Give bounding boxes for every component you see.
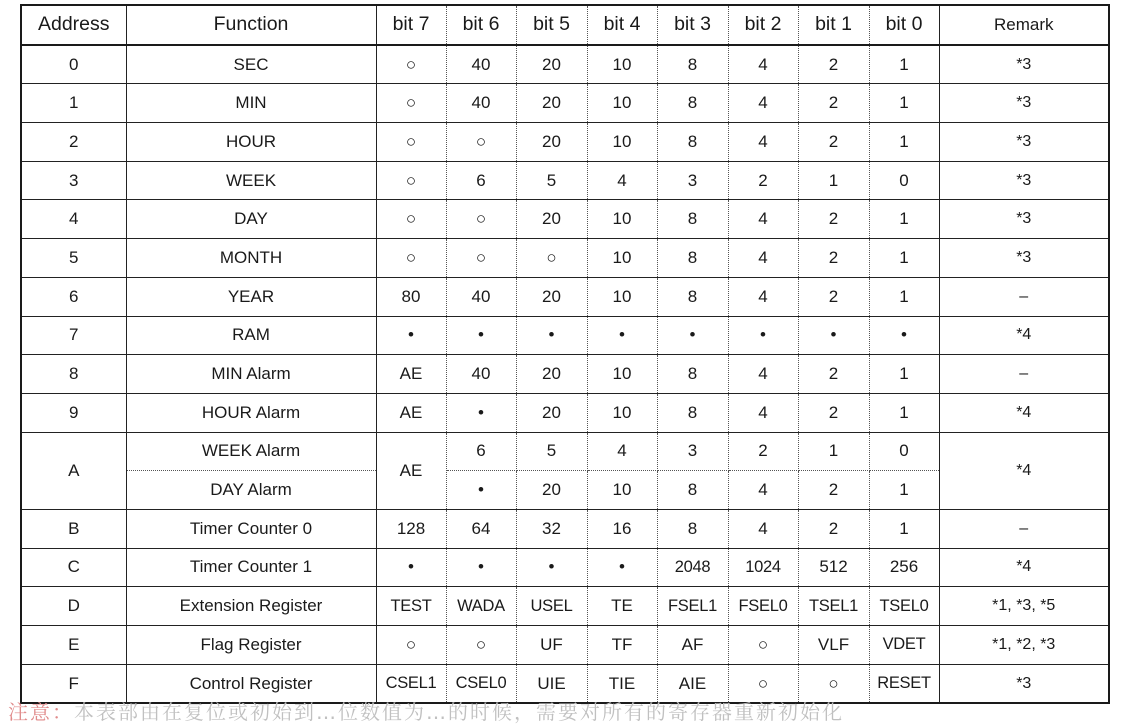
bit5-header: bit 5 — [516, 5, 587, 45]
bit3-cell: 8 — [657, 45, 728, 84]
bit4-cell: 4 — [587, 432, 657, 471]
table-row-week-alarm — [21, 432, 1109, 471]
function-cell: DAY — [126, 200, 376, 239]
bit4-cell: 4 — [587, 161, 657, 200]
header-row — [21, 5, 1109, 45]
function-cell: Extension Register — [126, 587, 376, 626]
bit7-cell: ○ — [376, 123, 446, 162]
bit2-cell: FSEL0 — [728, 587, 798, 626]
bit6-cell: WADA — [446, 587, 516, 626]
bit2-cell: 4 — [728, 45, 798, 84]
bit7-cell: • — [376, 548, 446, 587]
bit4-cell: 16 — [587, 509, 657, 548]
bit1-header: bit 1 — [798, 5, 869, 45]
bit3-cell: 8 — [657, 239, 728, 278]
bit3-cell: 8 — [657, 471, 728, 510]
bit0-cell: 1 — [869, 393, 939, 432]
bit5-cell: 20 — [516, 393, 587, 432]
bit4-cell: 10 — [587, 471, 657, 510]
bit7-cell: ○ — [376, 626, 446, 665]
remark-cell: *3 — [939, 161, 1109, 200]
bit4-cell: 10 — [587, 200, 657, 239]
bit4-cell: • — [587, 316, 657, 355]
bit1-cell: TSEL1 — [798, 587, 869, 626]
bit0-cell: RESET — [869, 664, 939, 703]
function-cell: MIN — [126, 84, 376, 123]
remark-cell: – — [939, 355, 1109, 394]
remark-cell: *1, *3, *5 — [939, 587, 1109, 626]
remark-cell: *3 — [939, 664, 1109, 703]
table-row — [21, 587, 1109, 626]
caption-text: 本表部由在复位或初始到…位数值为…的时候，需要对所有的寄存器重新初始化 — [74, 700, 844, 724]
bit1-cell: VLF — [798, 626, 869, 665]
bit2-cell: ○ — [728, 626, 798, 665]
function-cell: HOUR Alarm — [126, 393, 376, 432]
bit0-cell: 1 — [869, 471, 939, 510]
bit7-cell: 128 — [376, 509, 446, 548]
bit4-cell: 10 — [587, 393, 657, 432]
bit5-cell: 5 — [516, 432, 587, 471]
bit2-cell: 4 — [728, 355, 798, 394]
bit6-cell: • — [446, 471, 516, 510]
bit2-cell: 4 — [728, 471, 798, 510]
bit3-header: bit 3 — [657, 5, 728, 45]
caption-note — [8, 696, 844, 725]
bit6-cell: • — [446, 548, 516, 587]
bit1-cell: 1 — [798, 432, 869, 471]
caption-prefix: 注意： — [8, 700, 74, 724]
bit5-cell: 20 — [516, 471, 587, 510]
bit3-cell: AIE — [657, 664, 728, 703]
bit2-cell: 4 — [728, 509, 798, 548]
bit2-cell: 4 — [728, 277, 798, 316]
bit5-cell: 20 — [516, 123, 587, 162]
address-cell: 2 — [21, 123, 126, 162]
bit1-cell: 512 — [798, 548, 869, 587]
bit6-cell: ○ — [446, 123, 516, 162]
remark-cell: *3 — [939, 45, 1109, 84]
bit0-cell: 0 — [869, 432, 939, 471]
bit5-cell: 32 — [516, 509, 587, 548]
bit0-cell: 0 — [869, 161, 939, 200]
bit1-cell: 2 — [798, 239, 869, 278]
bit5-cell: UF — [516, 626, 587, 665]
bit7-cell: CSEL1 — [376, 664, 446, 703]
bit7-cell: ○ — [376, 200, 446, 239]
function-cell: SEC — [126, 45, 376, 84]
remark-cell: *3 — [939, 200, 1109, 239]
bit3-cell: 8 — [657, 84, 728, 123]
bit2-cell: 4 — [728, 239, 798, 278]
address-cell: C — [21, 548, 126, 587]
function-cell: MIN Alarm — [126, 355, 376, 394]
bit6-cell: 40 — [446, 84, 516, 123]
bit5-cell: • — [516, 548, 587, 587]
function-cell: WEEK Alarm — [126, 432, 376, 471]
bit1-cell: • — [798, 316, 869, 355]
table-row — [21, 200, 1109, 239]
bit0-header: bit 0 — [869, 5, 939, 45]
bit3-cell: FSEL1 — [657, 587, 728, 626]
function-cell: Flag Register — [126, 626, 376, 665]
bit7-cell: ○ — [376, 84, 446, 123]
function-cell: Timer Counter 0 — [126, 509, 376, 548]
remark-cell: *4 — [939, 432, 1109, 509]
bit5-cell: 20 — [516, 45, 587, 84]
bit1-cell: 2 — [798, 277, 869, 316]
address-cell: 4 — [21, 200, 126, 239]
bit7-cell: AE — [376, 393, 446, 432]
bit3-cell: • — [657, 316, 728, 355]
bit7-header: bit 7 — [376, 5, 446, 45]
bit1-cell: 2 — [798, 123, 869, 162]
remark-cell: *4 — [939, 316, 1109, 355]
bit5-cell: USEL — [516, 587, 587, 626]
address-cell: 1 — [21, 84, 126, 123]
bit0-cell: TSEL0 — [869, 587, 939, 626]
address-cell: 3 — [21, 161, 126, 200]
bit4-cell: TE — [587, 587, 657, 626]
remark-cell: *4 — [939, 393, 1109, 432]
bit2-cell: 2 — [728, 161, 798, 200]
bit3-cell: 8 — [657, 393, 728, 432]
register-table — [20, 4, 1110, 704]
function-cell: RAM — [126, 316, 376, 355]
bit6-cell: CSEL0 — [446, 664, 516, 703]
bit5-cell: 5 — [516, 161, 587, 200]
bit4-cell: TIE — [587, 664, 657, 703]
address-cell: 0 — [21, 45, 126, 84]
function-cell: MONTH — [126, 239, 376, 278]
bit5-cell: 20 — [516, 84, 587, 123]
table-row — [21, 393, 1109, 432]
bit3-cell: 8 — [657, 123, 728, 162]
bit5-cell: 20 — [516, 200, 587, 239]
bit4-cell: 10 — [587, 239, 657, 278]
bit0-cell: 1 — [869, 509, 939, 548]
bit1-cell: 2 — [798, 200, 869, 239]
bit0-cell: 256 — [869, 548, 939, 587]
bit2-header: bit 2 — [728, 5, 798, 45]
bit2-cell: ○ — [728, 664, 798, 703]
bit1-cell: 2 — [798, 84, 869, 123]
bit4-cell: • — [587, 548, 657, 587]
bit7-cell: 80 — [376, 277, 446, 316]
table-row — [21, 626, 1109, 665]
remark-cell: – — [939, 509, 1109, 548]
remark-cell: *3 — [939, 239, 1109, 278]
bit3-cell: 8 — [657, 200, 728, 239]
bit0-cell: 1 — [869, 45, 939, 84]
table-row — [21, 239, 1109, 278]
bit2-cell: 4 — [728, 84, 798, 123]
remark-header: Remark — [939, 5, 1109, 45]
function-cell: Control Register — [126, 664, 376, 703]
table-row — [21, 548, 1109, 587]
bit6-cell: ○ — [446, 626, 516, 665]
register-rows — [21, 45, 1109, 704]
bit2-cell: 1024 — [728, 548, 798, 587]
bit1-cell: 2 — [798, 393, 869, 432]
bit2-cell: 4 — [728, 393, 798, 432]
table-row — [21, 45, 1109, 84]
address-cell: F — [21, 664, 126, 703]
bit6-cell: 6 — [446, 161, 516, 200]
table-row — [21, 84, 1109, 123]
bit0-cell: 1 — [869, 239, 939, 278]
bit5-cell: ○ — [516, 239, 587, 278]
bit4-cell: 10 — [587, 123, 657, 162]
table-row — [21, 316, 1109, 355]
bit6-cell: 6 — [446, 432, 516, 471]
address-cell: A — [21, 432, 126, 509]
remark-cell: *4 — [939, 548, 1109, 587]
bit1-cell: ○ — [798, 664, 869, 703]
bit2-cell: 4 — [728, 200, 798, 239]
table-row — [21, 161, 1109, 200]
remark-cell: *3 — [939, 123, 1109, 162]
bit7-cell: • — [376, 316, 446, 355]
bit6-header: bit 6 — [446, 5, 516, 45]
address-cell: 7 — [21, 316, 126, 355]
bit3-cell: 3 — [657, 432, 728, 471]
address-cell: 6 — [21, 277, 126, 316]
address-cell: B — [21, 509, 126, 548]
bit3-cell: 8 — [657, 355, 728, 394]
bit2-cell: 4 — [728, 123, 798, 162]
bit6-cell: 64 — [446, 509, 516, 548]
function-cell: Timer Counter 1 — [126, 548, 376, 587]
bit3-cell: 8 — [657, 277, 728, 316]
bit5-cell: • — [516, 316, 587, 355]
bit0-cell: 1 — [869, 355, 939, 394]
function-cell: WEEK — [126, 161, 376, 200]
bit3-cell: 8 — [657, 509, 728, 548]
remark-cell: – — [939, 277, 1109, 316]
bit3-cell: 2048 — [657, 548, 728, 587]
bit4-cell: 10 — [587, 45, 657, 84]
bit6-cell: • — [446, 393, 516, 432]
table-row — [21, 509, 1109, 548]
bit7-cell: AE — [376, 432, 446, 509]
bit7-cell: ○ — [376, 161, 446, 200]
bit3-cell: AF — [657, 626, 728, 665]
bit6-cell: ○ — [446, 239, 516, 278]
bit7-cell: ○ — [376, 239, 446, 278]
bit6-cell: 40 — [446, 45, 516, 84]
address-cell: 9 — [21, 393, 126, 432]
remark-cell: *3 — [939, 84, 1109, 123]
function-cell: DAY Alarm — [126, 471, 376, 510]
bit4-cell: 10 — [587, 84, 657, 123]
bit0-cell: 1 — [869, 84, 939, 123]
bit1-cell: 1 — [798, 161, 869, 200]
bit0-cell: VDET — [869, 626, 939, 665]
bit4-cell: 10 — [587, 355, 657, 394]
bit4-cell: 10 — [587, 277, 657, 316]
bit7-cell: TEST — [376, 587, 446, 626]
address-cell: 8 — [21, 355, 126, 394]
bit3-cell: 3 — [657, 161, 728, 200]
bit0-cell: 1 — [869, 123, 939, 162]
function-header: Function — [126, 5, 376, 45]
address-cell: 5 — [21, 239, 126, 278]
remark-cell: *1, *2, *3 — [939, 626, 1109, 665]
bit1-cell: 2 — [798, 471, 869, 510]
bit4-cell: TF — [587, 626, 657, 665]
bit6-cell: ○ — [446, 200, 516, 239]
bit6-cell: 40 — [446, 277, 516, 316]
bit7-cell: ○ — [376, 45, 446, 84]
bit0-cell: 1 — [869, 200, 939, 239]
address-header: Address — [21, 5, 126, 45]
bit5-cell: 20 — [516, 355, 587, 394]
table-row — [21, 277, 1109, 316]
bit6-cell: • — [446, 316, 516, 355]
bit1-cell: 2 — [798, 509, 869, 548]
bit0-cell: 1 — [869, 277, 939, 316]
function-cell: HOUR — [126, 123, 376, 162]
bit4-header: bit 4 — [587, 5, 657, 45]
bit6-cell: 40 — [446, 355, 516, 394]
bit0-cell: • — [869, 316, 939, 355]
bit7-cell: AE — [376, 355, 446, 394]
bit2-cell: 2 — [728, 432, 798, 471]
bit1-cell: 2 — [798, 45, 869, 84]
bit1-cell: 2 — [798, 355, 869, 394]
address-cell: E — [21, 626, 126, 665]
address-cell: D — [21, 587, 126, 626]
function-cell: YEAR — [126, 277, 376, 316]
bit5-cell: UIE — [516, 664, 587, 703]
table-row — [21, 355, 1109, 394]
bit5-cell: 20 — [516, 277, 587, 316]
bit2-cell: • — [728, 316, 798, 355]
table-row — [21, 123, 1109, 162]
